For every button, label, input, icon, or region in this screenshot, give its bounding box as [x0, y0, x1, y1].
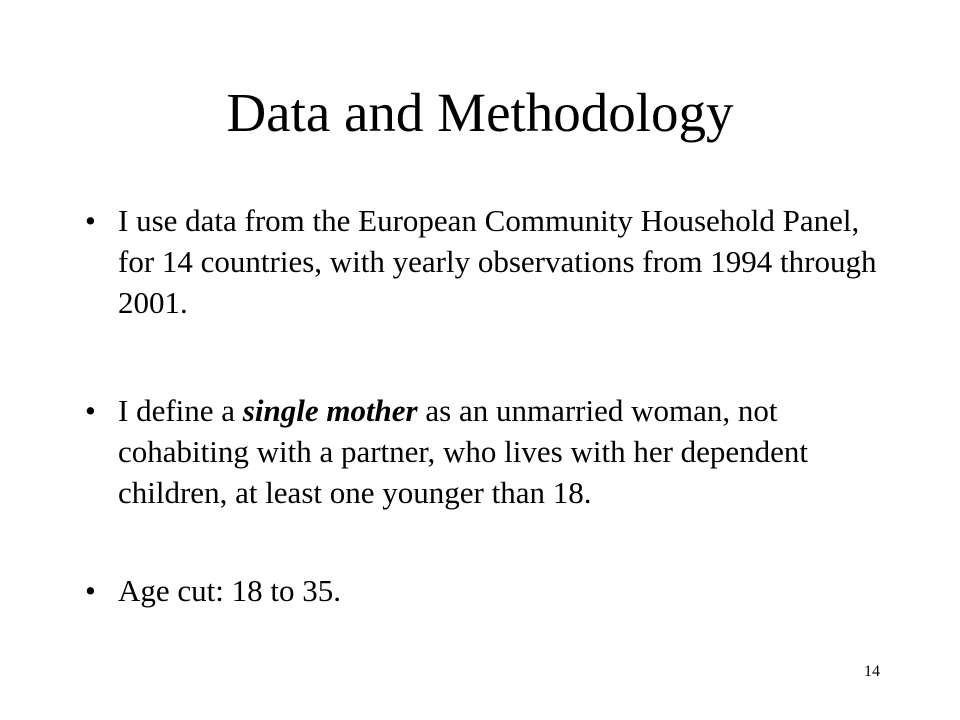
- emphasized-term: single mother: [242, 393, 418, 428]
- slide-title: Data and Methodology: [226, 82, 734, 143]
- bullet-item-definition: [80, 390, 880, 513]
- bullet-icon: •: [85, 573, 96, 608]
- bullet-item-age-cut: [80, 570, 880, 611]
- bullet-text-after: as an unmarried woman, not cohabiting with a partner, who lives with her dependent children, at least one younger than 18.: [118, 393, 809, 510]
- bullet-text-before: I define a: [118, 393, 243, 428]
- bullet-text: [118, 390, 878, 513]
- page-number: 14: [864, 663, 880, 680]
- bullet-text: I use data from the European Community Household Panel, for 14 countries, with yearly observations from 1994 through 2001.: [118, 203, 877, 320]
- bullet-icon: •: [85, 393, 96, 428]
- bullet-text: Age cut: 18 to 35.: [118, 573, 341, 608]
- bullet-item-data-source: [80, 200, 880, 323]
- bullet-icon: •: [85, 203, 96, 238]
